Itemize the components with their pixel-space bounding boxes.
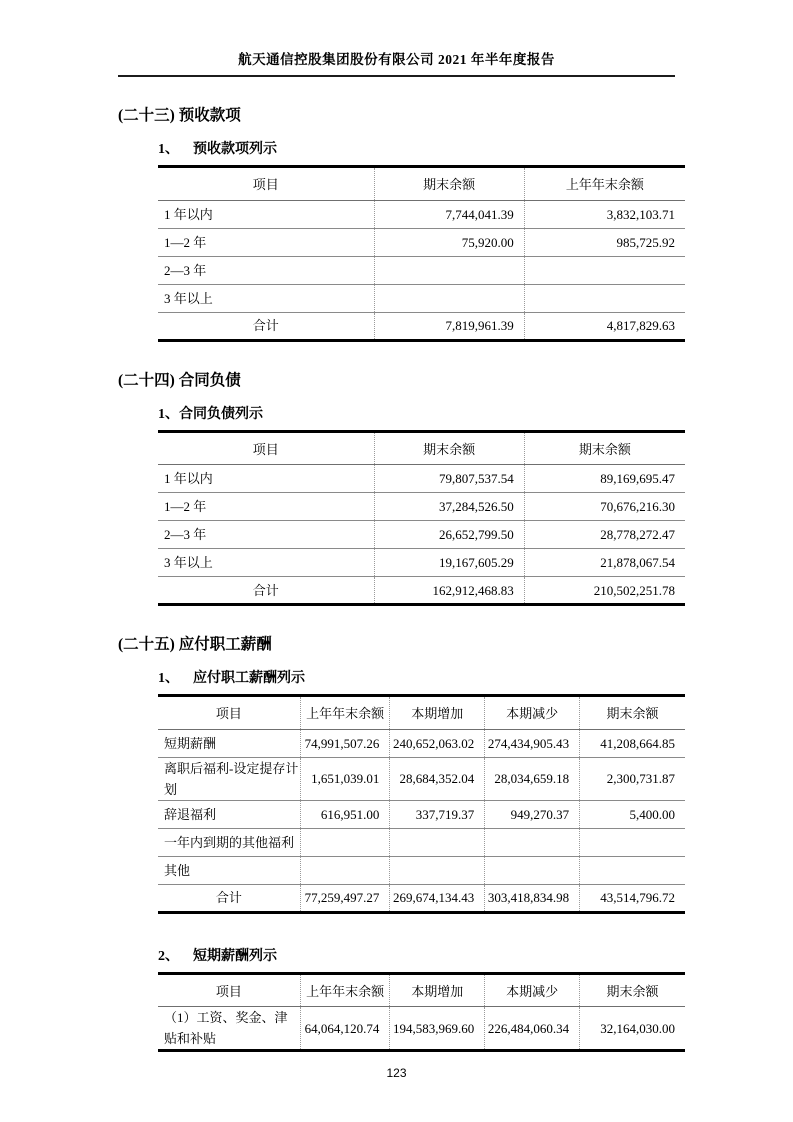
row-label: 合计 [158, 312, 374, 340]
section-heading-contract-liabilities: (二十四) 合同负债 [118, 371, 241, 389]
column-header: 上年年末余额 [300, 697, 390, 729]
table-row [158, 1007, 685, 1051]
cell-value: 74,991,507.26 [300, 729, 390, 757]
column-header: 上年年末余额 [300, 975, 390, 1007]
block-employee-compensation [158, 669, 685, 914]
column-header: 本期增加 [390, 697, 485, 729]
row-label: 1 年以内 [158, 200, 374, 228]
column-header: 项目 [158, 433, 374, 465]
section-heading-employee-compensation: (二十五) 应付职工薪酬 [118, 636, 272, 653]
row-label: 合计 [158, 884, 300, 912]
table-row [158, 312, 685, 340]
table-row [158, 828, 685, 856]
row-label: 其他 [158, 856, 300, 884]
column-header: 项目 [158, 975, 300, 1007]
cell-value [300, 856, 390, 884]
table-row [158, 800, 685, 828]
cell-value [580, 828, 685, 856]
cell-value: 162,912,468.83 [374, 577, 524, 605]
cell-value: 75,920.00 [374, 228, 524, 256]
table-row [158, 757, 685, 800]
cell-value [524, 284, 685, 312]
cell-value: 226,484,060.34 [485, 1007, 580, 1051]
row-label: 一年内到期的其他福利 [158, 828, 300, 856]
table-row [158, 884, 685, 912]
row-label: 短期薪酬 [158, 729, 300, 757]
cell-value: 64,064,120.74 [300, 1007, 390, 1051]
cell-value: 5,400.00 [580, 800, 685, 828]
table-row [158, 549, 685, 577]
document-header-title: 航天通信控股集团股份有限公司 2021 年半年度报告 [238, 52, 555, 67]
cell-value: 337,719.37 [390, 800, 485, 828]
table-row [158, 577, 685, 605]
table-row [158, 465, 685, 493]
cell-value: 985,725.92 [524, 228, 685, 256]
cell-value: 240,652,063.02 [390, 729, 485, 757]
cell-value: 2,300,731.87 [580, 757, 685, 800]
cell-value: 274,434,905.43 [485, 729, 580, 757]
cell-value: 26,652,799.50 [374, 521, 524, 549]
cell-value [374, 256, 524, 284]
cell-value: 37,284,526.50 [374, 493, 524, 521]
subsection-title: 1、 应付职工薪酬列示 [158, 669, 685, 697]
row-label: 2—3 年 [158, 521, 374, 549]
cell-value: 43,514,796.72 [600, 890, 675, 905]
cell-value: 19,167,605.29 [374, 549, 524, 577]
cell-value [485, 828, 580, 856]
block-contract-liabilities [158, 405, 685, 607]
block-short-term-compensation [158, 947, 685, 1053]
row-label: 2—3 年 [158, 256, 374, 284]
row-label: 1—2 年 [158, 493, 374, 521]
cell-value: 41,208,664.85 [580, 729, 685, 757]
contract-liabilities-table [158, 433, 685, 607]
table-row [158, 284, 685, 312]
table-row [158, 856, 685, 884]
cell-value [374, 284, 524, 312]
subsection-title: 1、 预收款项列示 [158, 140, 685, 168]
row-label: 3 年以上 [158, 284, 374, 312]
cell-value [390, 828, 485, 856]
row-label: （1）工资、奖金、津贴和补贴 [158, 1007, 300, 1051]
row-label: 离职后福利-设定提存计划 [158, 757, 300, 800]
column-header: 期末余额 [524, 433, 685, 465]
cell-value: 194,583,969.60 [390, 1007, 485, 1051]
column-header: 项目 [158, 697, 300, 729]
cell-value: 949,270.37 [485, 800, 580, 828]
subsection-title: 1、合同负债列示 [158, 405, 685, 433]
table-header-row [158, 697, 685, 729]
cell-value: 7,819,961.39 [374, 312, 524, 340]
row-label: 1 年以内 [158, 465, 374, 493]
section-heading-advance-receipts: (二十三) 预收款项 [118, 107, 241, 124]
cell-value: 3,832,103.71 [524, 200, 685, 228]
cell-value [580, 856, 685, 884]
column-header: 项目 [158, 168, 374, 200]
table-row [158, 521, 685, 549]
column-header: 本期减少 [485, 697, 580, 729]
row-label: 1—2 年 [158, 228, 374, 256]
row-label: 合计 [158, 577, 374, 605]
cell-value [390, 856, 485, 884]
cell-value: 4,817,829.63 [606, 318, 675, 333]
cell-value [300, 828, 390, 856]
table-row [158, 200, 685, 228]
row-label: 3 年以上 [158, 549, 374, 577]
table-row [158, 729, 685, 757]
header-rule [118, 75, 675, 77]
cell-value: 269,674,134.43 [390, 884, 485, 912]
page-content [118, 105, 688, 1052]
column-header: 本期增加 [390, 975, 485, 1007]
cell-value: 7,744,041.39 [374, 200, 524, 228]
cell-value: 303,418,834.98 [485, 884, 580, 912]
cell-value [524, 256, 685, 284]
employee-compensation-table [158, 697, 685, 914]
column-header: 期末余额 [580, 697, 685, 729]
cell-value: 79,807,537.54 [374, 465, 524, 493]
table-header-row [158, 975, 685, 1007]
cell-value: 1,651,039.01 [300, 757, 390, 800]
short-term-compensation-table [158, 975, 685, 1053]
cell-value: 28,034,659.18 [485, 757, 580, 800]
cell-value: 210,502,251.78 [593, 582, 675, 598]
cell-value: 70,676,216.30 [524, 493, 685, 521]
table-row [158, 493, 685, 521]
column-header: 期末余额 [580, 975, 685, 1007]
cell-value: 28,684,352.04 [390, 757, 485, 800]
column-header: 本期减少 [485, 975, 580, 1007]
table-header-row [158, 168, 685, 200]
cell-value: 89,169,695.47 [524, 465, 685, 493]
block-advance-receipts [158, 140, 685, 342]
cell-value: 77,259,497.27 [300, 884, 390, 912]
row-label: 辞退福利 [158, 800, 300, 828]
cell-value: 21,878,067.54 [524, 549, 685, 577]
column-header: 期末余额 [374, 433, 524, 465]
cell-value: 616,951.00 [300, 800, 390, 828]
table-row [158, 228, 685, 256]
cell-value [485, 856, 580, 884]
cell-value: 28,778,272.47 [524, 521, 685, 549]
advance-receipts-table [158, 168, 685, 342]
page-number: 123 [386, 1066, 407, 1080]
subsection-title: 2、 短期薪酬列示 [158, 947, 685, 975]
column-header: 期末余额 [374, 168, 524, 200]
table-header-row [158, 433, 685, 465]
table-row [158, 256, 685, 284]
cell-value: 32,164,030.00 [600, 1020, 675, 1036]
column-header: 上年年末余额 [524, 168, 685, 200]
